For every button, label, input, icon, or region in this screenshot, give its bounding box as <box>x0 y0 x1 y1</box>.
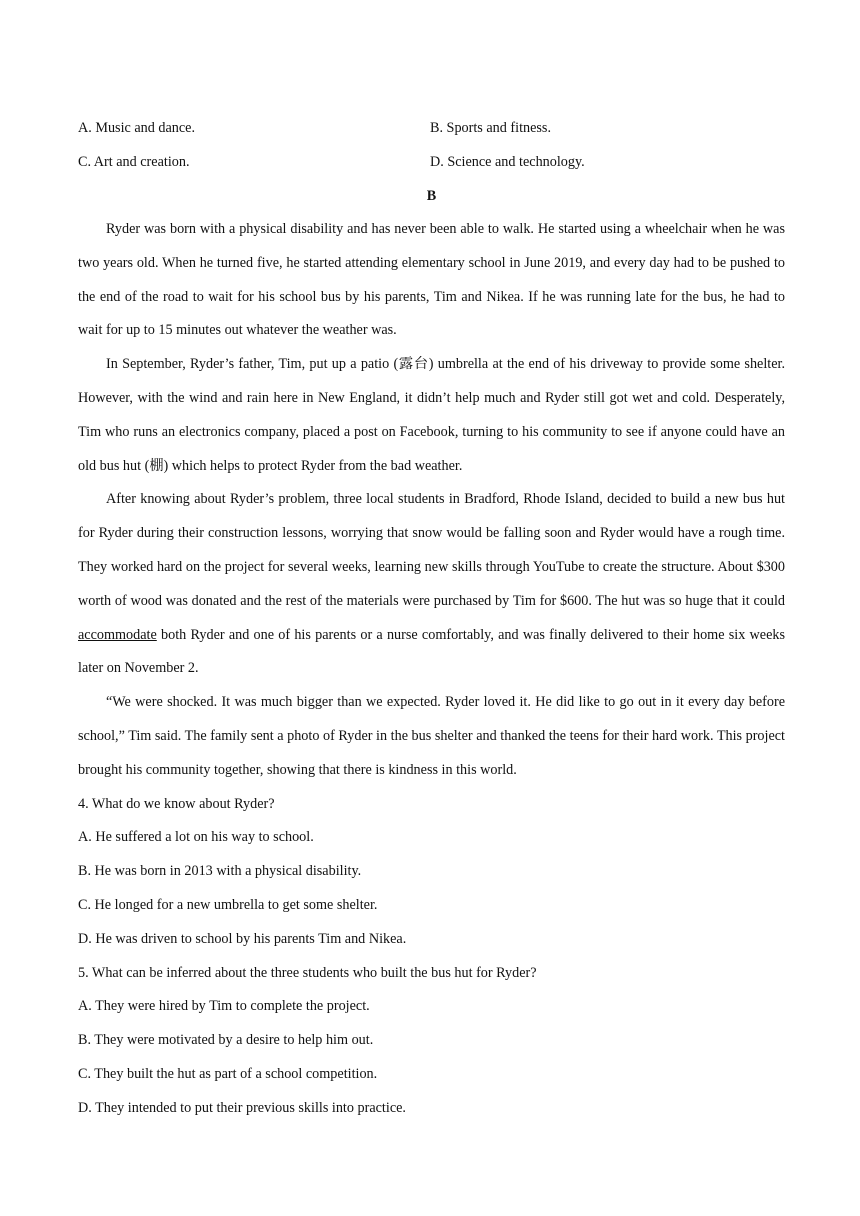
question-5-option-d: D. They intended to put their previous skills into practice. <box>78 1099 406 1116</box>
passage-paragraph-4: “We were shocked. It was much bigger than we expected. Ryder loved it. He did like to go out in it every day before school,” Tim said. The family sent a photo of Ryder in the bus shelter and thanked the teens for their hard work. This project brought his community together, showing that there is kindness in this world. <box>78 694 785 778</box>
question-5-stem: 5. What can be inferred about the three students who built the bus hut for Ryder? <box>78 964 537 981</box>
question-5-option-b: B. They were motivated by a desire to help him out. <box>78 1032 374 1049</box>
question-4-option-d: D. He was driven to school by his parents Tim and Nikea. <box>78 930 407 947</box>
question-5-option-c: C. They built the hut as part of a school competition. <box>78 1065 378 1082</box>
option-c: C. Art and creation. <box>78 153 190 170</box>
prev-options-row-1 <box>78 111 785 145</box>
document-page <box>78 111 785 1126</box>
question-5-option-a: A. They were hired by Tim to complete the project. <box>78 998 370 1015</box>
option-b: B. Sports and fitness. <box>430 119 551 136</box>
prev-options-row-2 <box>78 145 785 179</box>
question-4-option-a: A. He suffered a lot on his way to school. <box>78 829 314 846</box>
passage-paragraph-1: Ryder was born with a physical disability and has never been able to walk. He started using a wheelchair when he was two years old. When he turned five, he started attending elementary school in June 2019, and every day had to be pushed to the end of the road to wait for his school bus by his parents, Tim and Nikea. If he was running late for the bus, he had to wait for up to 15 minutes out whatever the weather was. <box>78 221 785 339</box>
question-4-option-c: C. He longed for a new umbrella to get some shelter. <box>78 896 378 913</box>
section-heading: B <box>426 188 437 204</box>
passage-paragraph-2: In September, Ryder’s father, Tim, put up a patio (露台) umbrella at the end of his driveway to provide some shelter. However, with the wind and rain here in New England, it didn’t help much and Ryder still got wet and cold. Desperately, Tim who runs an electronics company, placed a post on Facebook, turning to his community to see if anyone could have an old bus hut (棚) which helps to protect Ryder from the bad weather. <box>78 356 785 474</box>
passage-paragraph-3 <box>78 483 785 686</box>
underlined-word: accommodate <box>78 626 157 643</box>
question-4-option-b: B. He was born in 2013 with a physical disability. <box>78 863 362 880</box>
option-a: A. Music and dance. <box>78 119 196 136</box>
question-4-stem: 4. What do we know about Ryder? <box>78 795 275 812</box>
paragraph-3-text-before: After knowing about Ryder’s problem, three local students in Bradford, Rhode Island, decided to build a new bus hut for Ryder during their construction lessons, worrying that snow would be falling soon and Ryder would have a rough time. They worked hard on the project for several weeks, learning new skills through YouTube to create the structure. About $300 worth of wood was donated and the rest of the materials were purchased by Tim for $600. The hut was so huge that it could <box>78 491 785 609</box>
option-d: D. Science and technology. <box>430 153 585 170</box>
paragraph-3-text-after: both Ryder and one of his parents or a nurse comfortably, and was finally delivered to their home six weeks later on November 2. <box>78 626 785 677</box>
